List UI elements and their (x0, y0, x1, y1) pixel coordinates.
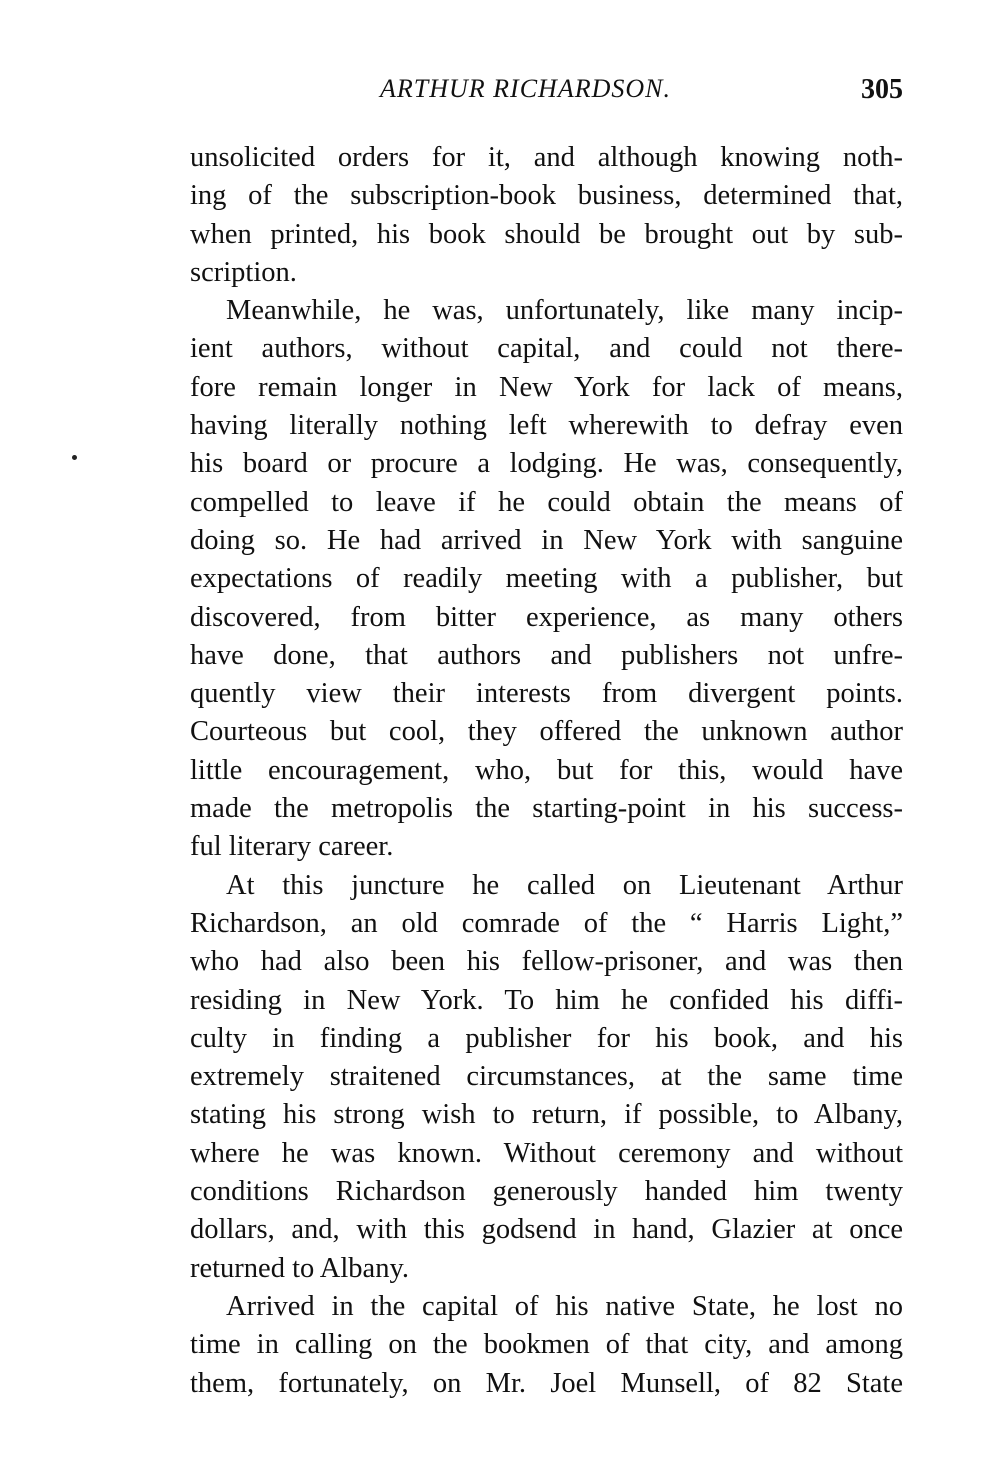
text-line: doing so. He had arrived in New York with sanguine (190, 524, 903, 556)
text-line: ing of the subscription-book business, determined that, (190, 180, 903, 212)
text-line: dollars, and, with this godsend in hand, Glazier at once (190, 1214, 903, 1246)
scan-speck (72, 455, 77, 460)
text-line: his board or procure a lodging. He was, consequently, (190, 448, 903, 480)
text-line: compelled to leave if he could obtain the means of (190, 486, 903, 518)
text-line: fore remain longer in New York for lack of means, (190, 371, 903, 403)
text-line: culty in finding a publisher for his book, and his (190, 1022, 903, 1054)
text-line: At this juncture he called on Lieutenant Arthur (226, 869, 903, 901)
text-line: expectations of readily meeting with a publisher, but (190, 563, 903, 595)
text-line: where he was known. Without ceremony and without (190, 1137, 903, 1169)
text-line: when printed, his book should be brought out by sub- (190, 218, 903, 250)
text-line: quently view their interests from divergent points. (190, 678, 903, 710)
running-title: ARTHUR RICHARDSON. (380, 74, 671, 103)
text-line: Courteous but cool, they offered the unknown author (190, 716, 903, 748)
paragraph (190, 1288, 903, 1403)
paragraph (190, 867, 903, 1288)
paragraph (190, 139, 903, 292)
page-number: 305 (861, 74, 903, 105)
text-line: discovered, from bitter experience, as many others (190, 601, 903, 633)
paragraph (190, 292, 903, 866)
text-line: Arrived in the capital of his native State, he lost no (226, 1290, 903, 1322)
text-line: residing in New York. To him he confided his diffi- (190, 984, 903, 1016)
text-line: Richardson, an old comrade of the “ Harris Light,” (190, 907, 903, 939)
text-line: time in calling on the bookmen of that city, and among (190, 1329, 903, 1361)
text-line: who had also been his fellow-prisoner, and was then (190, 946, 903, 978)
text-line: little encouragement, who, but for this, would have (190, 754, 903, 786)
text-line: having literally nothing left wherewith to defray even (190, 410, 903, 442)
text-line: extremely straitened circumstances, at the same time (190, 1061, 903, 1093)
text-line: Meanwhile, he was, unfortunately, like many incip- (226, 295, 903, 327)
text-line: returned to Albany. (190, 1252, 409, 1284)
text-line: have done, that authors and publishers not unfre- (190, 639, 903, 671)
text-line: ful literary career. (190, 831, 394, 863)
body-text (190, 139, 903, 1403)
text-line: stating his strong wish to return, if possible, to Albany, (190, 1099, 903, 1131)
text-line: them, fortunately, on Mr. Joel Munsell, of 82 State (190, 1367, 903, 1399)
text-line: made the metropolis the starting-point in his success- (190, 793, 903, 825)
text-line: conditions Richardson generously handed him twenty (190, 1176, 903, 1208)
text-line: unsolicited orders for it, and although knowing noth- (190, 142, 903, 173)
text-line: ient authors, without capital, and could not there- (190, 333, 903, 365)
text-line: scription. (190, 256, 297, 288)
running-header (190, 74, 903, 114)
